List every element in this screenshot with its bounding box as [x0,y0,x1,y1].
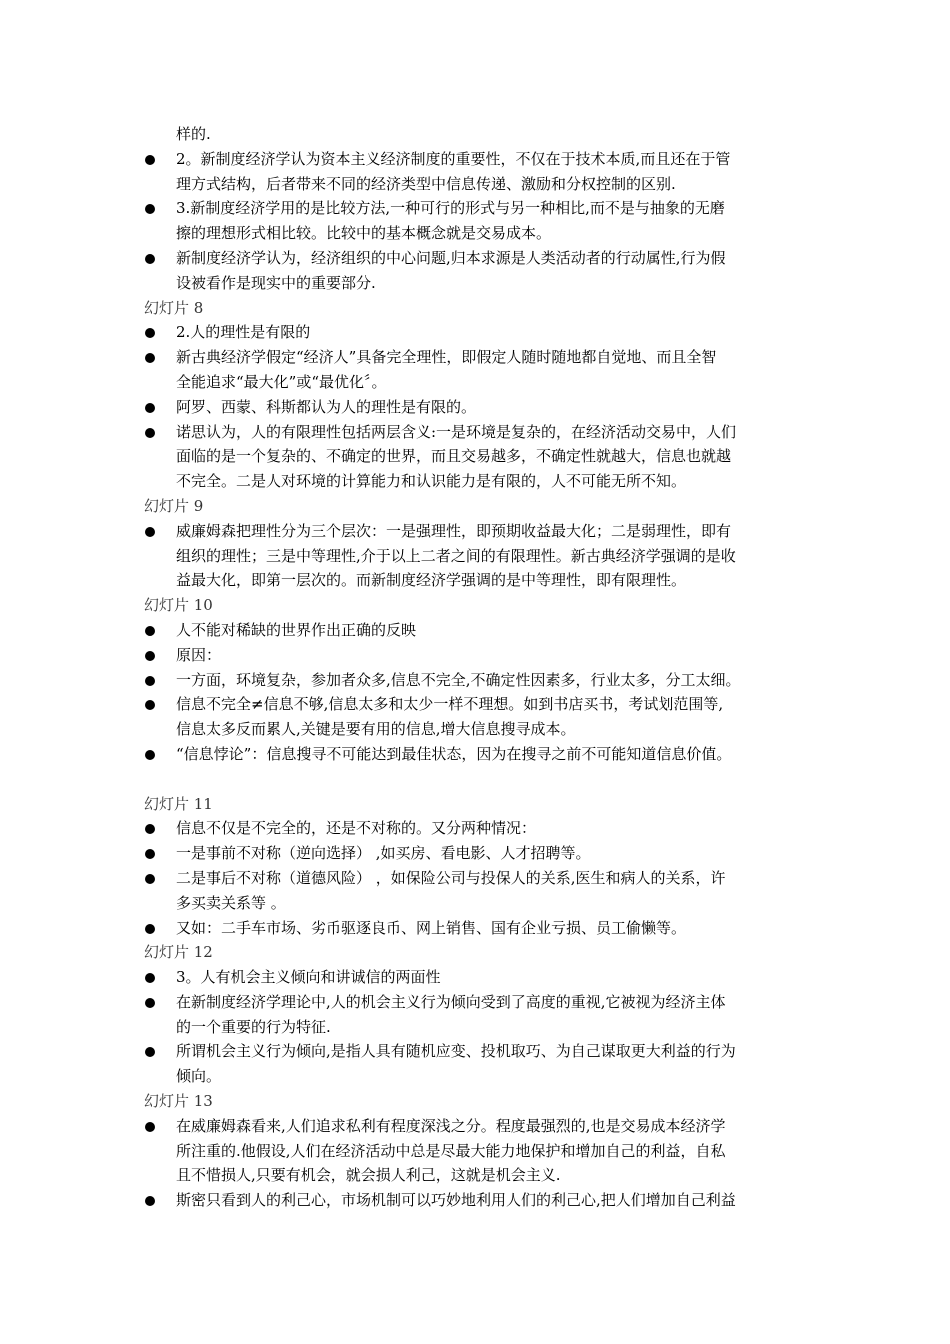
bullet-text-line: 理方式结构，后者带来不同的经济类型中信息传递、激励和分权控制的区别. [176,174,676,193]
bullet-text-line: 擦的理想形式相比较。比较中的基本概念就是交易成本。 [176,224,552,243]
bullet-text-line: 所谓机会主义行为倾向,是指人具有随机应变、投机取巧、为自己谋取更大利益的行为 [176,1042,736,1061]
bullet-text-line: 2.人的理性是有限的 [176,323,311,342]
bullet-text-line: 新古典经济学假定“经济人”具备完全理性，即假定人随时随地都自觉地、而且全智 [176,348,717,367]
bullet-text [176,965,816,990]
bullet-dot-icon [145,824,155,834]
bullet-item [0,420,816,494]
bullet-text [176,990,816,1040]
bullet-text [176,395,816,420]
bullet-dot-icon [145,700,155,710]
bullet-text-line: 信息不仅是不完全的，还是不对称的。又分两种情况： [176,819,537,838]
bullet-item [0,692,816,742]
bullet-text [176,916,816,941]
bullet-dot-icon [145,626,155,636]
slide-heading: 幻灯片 11 [144,794,213,813]
bullet-text-line: 诺思认为，人的有限理性包括两层含义:一是环境是复杂的，在经济活动交易中，人们 [176,422,737,441]
bullet-dot-icon [145,1196,155,1206]
blank-line [0,767,950,792]
bullet-dot-icon [145,874,155,884]
bullet-dot-icon [145,750,155,760]
bullet-item [0,916,816,941]
slide-heading: 幻灯片 12 [144,943,213,962]
bullet-text-line: 一方面，环境复杂，参加者众多,信息不完全,不确定性因素多，行业太多，分工太细。 [176,670,741,689]
bullet-text-line: 一是事前不对称（逆向选择） ,如买房、看电影、人才招聘等。 [176,844,591,863]
bullet-text-line: 且不惜损人,只要有机会，就会损人利己，这就是机会主义. [176,1166,561,1185]
bullet-text [176,692,816,742]
bullet-text-line: 3.新制度经济学用的是比较方法,一种可行的形式与另一种相比,而不是与抽象的无磨 [176,199,725,218]
bullet-text [176,196,816,246]
bullet-text-line: 又如：二手车市场、劣币驱逐良币、网上销售、国有企业亏损、员工偷懒等。 [176,918,687,937]
slide-heading: 幻灯片 13 [144,1092,213,1111]
bullet-text [176,816,816,841]
bullet-dot-icon [145,204,155,214]
bullet-dot-icon [145,676,155,686]
bullet-text [176,866,816,916]
bullet-text-line: 益最大化，即第一层次的。而新制度经济学强调的是中等理性，即有限理性。 [176,571,687,590]
bullet-text [176,420,816,494]
bullet-text-line: 人不能对稀缺的世界作出正确的反映 [176,620,417,639]
bullet-item [0,395,816,420]
bullet-dot-icon [145,353,155,363]
bullet-text [176,1188,816,1213]
bullet-text [176,668,816,693]
bullet-text [176,147,816,197]
bullet-text-line: 面临的是一个复杂的、不确定的世界，而且交易越多，不确定性就越大，信息也就越 [176,447,732,466]
bullet-item [0,320,816,345]
bullet-item [0,345,816,395]
bullet-text-line: 不完全。二是人对环境的计算能力和认识能力是有限的，人不可能无所不知。 [176,472,687,491]
bullet-item [0,147,816,197]
bullet-item [0,1114,816,1188]
bullet-item [0,742,816,767]
bullet-item [0,643,816,668]
bullet-dot-icon [145,1122,155,1132]
bullet-text-line: “信息悖论”：信息搜寻不可能达到最佳状态，因为在搜寻之前不可能知道信息价值。 [176,744,732,763]
bullet-dot-icon [145,1047,155,1057]
bullet-text [176,1114,816,1188]
bullet-text [176,345,816,395]
bullet-text-line: 在新制度经济学理论中,人的机会主义行为倾向受到了高度的重视,它被视为经济主体 [176,992,726,1011]
bullet-dot-icon [145,651,155,661]
bullet-dot-icon [145,155,155,165]
bullet-text [176,618,816,643]
bullet-text [176,320,816,345]
bullet-item [0,965,816,990]
bullet-text-line: 新制度经济学认为，经济组织的中心问题,归本求源是人类活动者的行动属性,行为假 [176,248,726,267]
slide-heading: 幻灯片 10 [144,596,213,615]
bullet-text-line: 在威廉姆森看来,人们追求私利有程度深浅之分。程度最强烈的,也是交易成本经济学 [176,1116,726,1135]
bullet-dot-icon [145,527,155,537]
bullet-item [0,668,816,693]
bullet-text-line: 信息不完全≠信息不够,信息太多和太少一样不理想。如到书店买书，考试划范围等, [176,695,724,714]
bullet-dot-icon [145,428,155,438]
bullet-item [0,816,816,841]
bullet-dot-icon [145,328,155,338]
bullet-text-line: 设被看作是现实中的重要部分. [176,273,376,292]
slide-heading: 幻灯片 9 [144,496,204,515]
bullet-text-line: 倾向。 [176,1067,222,1086]
bullet-item [0,196,816,246]
bullet-text [176,519,816,593]
slide-heading: 幻灯片 8 [144,298,204,317]
bullet-dot-icon [145,998,155,1008]
bullet-text [176,841,816,866]
bullet-text-line: 斯密只看到人的利己心，市场机制可以巧妙地利用人们的利己心,把人们增加自己利益 [176,1191,736,1210]
bullet-text-line: 信息太多反而累人,关键是要有用的信息,增大信息搜寻成本。 [176,720,576,739]
bullet-text-line: 二是事后不对称（道德风险） ，如保险公司与投保人的关系,医生和病人的关系，许 [176,868,726,887]
bullet-text-line: 组织的理性；三是中等理性,介于以上二者之间的有限理性。新古典经济学强调的是收 [176,546,736,565]
document-page [0,122,950,1213]
bullet-text-line: 所注重的.他假设,人们在经济活动中总是尽最大能力地保护和增加自己的利益，自私 [176,1141,726,1160]
bullet-dot-icon [145,254,155,264]
bullet-text-line: 多买卖关系等 。 [176,893,286,912]
bullet-item [0,246,816,296]
bullet-text-line: 原因： [176,645,222,664]
bullet-text [176,742,816,767]
bullet-item [0,841,816,866]
bullet-item [0,866,816,916]
bullet-dot-icon [145,849,155,859]
bullet-text-line: 阿罗、西蒙、科斯都认为人的理性是有限的。 [176,397,477,416]
bullet-dot-icon [145,973,155,983]
bullet-text [176,246,816,296]
bullet-text-line: 的一个重要的行为特征. [176,1017,331,1036]
bullet-text-line: 全能追求“最大化”或“最优化〞。 [176,372,387,391]
bullet-dot-icon [145,924,155,934]
bullet-dot-icon [145,403,155,413]
bullet-text-line: 威廉姆森把理性分为三个层次：一是强理性，即预期收益最大化；二是弱理性，即有 [176,521,732,540]
bullet-item [0,618,816,643]
bullet-item [0,1039,816,1089]
bullet-item [0,519,816,593]
bullet-text-line: 3。人有机会主义倾向和讲诚信的两面性 [176,968,441,987]
bullet-item [0,990,816,1040]
continuation-text: 样的. [176,125,211,143]
bullet-item [0,1188,816,1213]
bullet-text-line: 2。新制度经济学认为资本主义经济制度的重要性，不仅在于技术本质,而且还在于管 [176,149,731,168]
bullet-text [176,643,816,668]
bullet-text [176,1039,816,1089]
